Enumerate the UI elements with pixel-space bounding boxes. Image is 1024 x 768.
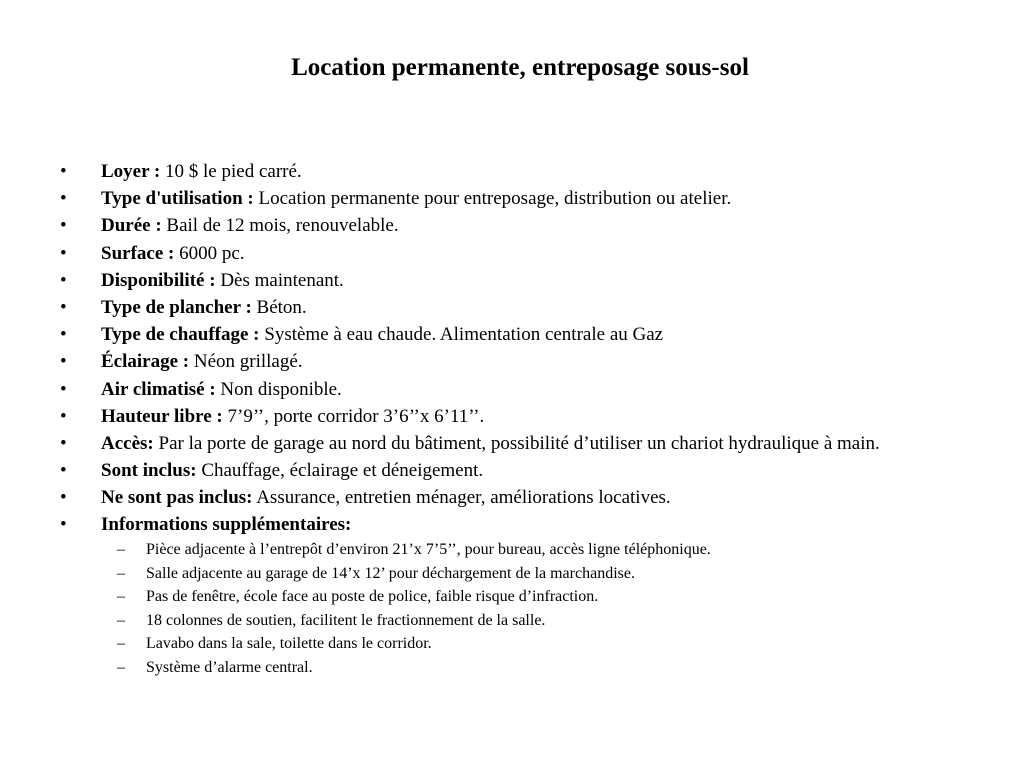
page-title: Location permanente, entreposage sous-sol [291, 54, 749, 81]
list-item-sont-inclus [0, 460, 1024, 482]
dash-marker: – [117, 588, 125, 606]
item-value: 10 $ le pied carré. [165, 161, 302, 182]
bullet-marker: • [60, 487, 67, 509]
dash-marker: – [117, 635, 125, 653]
item-label: Sont inclus: [101, 460, 197, 482]
sub-list-item [0, 540, 984, 559]
dash-marker: – [117, 564, 125, 582]
list-item-acces [0, 433, 1024, 455]
item-label: Type d'utilisation : [101, 188, 254, 210]
list-item-informations-supplementaires [0, 514, 1024, 677]
item-value: 7’9’’, porte corridor 3’6’’x 6’11’’. [227, 405, 485, 427]
extra-info-list [101, 540, 984, 677]
item-value: Par la porte de garage au nord du bâtiment, possibilité d’utiliser un chariot hydraulique à main. [158, 432, 880, 454]
bullet-marker: • [60, 161, 67, 182]
item-label: Air climatisé : [101, 378, 216, 400]
item-label: Ne sont pas inclus: [101, 487, 253, 509]
bullet-marker: • [60, 324, 67, 346]
item-value: 6000 pc. [179, 242, 245, 264]
item-label: Durée : [101, 215, 162, 237]
list-item-duree [0, 215, 1024, 237]
sub-list-item [0, 587, 984, 606]
list-item-disponibilite [0, 270, 1024, 292]
item-label: Type de chauffage : [101, 324, 260, 346]
sub-item-text: Salle adjacente au garage de 14’x 12’ pour déchargement de la marchandise. [146, 564, 635, 582]
bullet-marker: • [60, 514, 67, 536]
dash-marker: – [117, 658, 125, 676]
sub-list-item [0, 658, 984, 677]
sub-item-text: Pas de fenêtre, école face au poste de police, faible risque d’infraction. [146, 588, 599, 606]
item-label: Surface : [101, 242, 175, 264]
dash-marker: – [117, 541, 125, 559]
sub-item-text: Pièce adjacente à l’entrepôt d’environ 21’x 7’5’’, pour bureau, accès ligne téléphonique. [146, 541, 711, 559]
bullet-marker: • [60, 432, 67, 454]
details-list [0, 161, 1024, 682]
bullet-marker: • [60, 351, 67, 373]
item-value: Non disponible. [220, 378, 342, 400]
sub-item-text: Système d’alarme central. [146, 658, 313, 676]
bullet-marker: • [60, 269, 67, 291]
list-item-loyer [0, 161, 1024, 183]
list-item-type-plancher [0, 297, 1024, 319]
item-label: Éclairage : [101, 351, 190, 373]
item-value: Système à eau chaude. Alimentation centrale au Gaz [264, 324, 664, 346]
item-label: Type de plancher : [101, 296, 252, 318]
item-label: Loyer : [101, 161, 161, 182]
sub-list-item [0, 564, 984, 583]
dash-marker: – [117, 611, 125, 629]
bullet-marker: • [60, 215, 67, 237]
item-label: Accès: [101, 432, 154, 454]
item-label: Disponibilité : [101, 269, 216, 291]
item-value: Dès maintenant. [220, 269, 344, 291]
bullet-marker: • [60, 242, 67, 264]
list-item-type-utilisation [0, 188, 1024, 210]
item-value: Bail de 12 mois, renouvelable. [166, 215, 399, 237]
item-value: Location permanente pour entreposage, distribution ou atelier. [258, 188, 732, 210]
sub-list-item [0, 634, 984, 653]
item-value: Chauffage, éclairage et déneigement. [201, 460, 484, 482]
bullet-marker: • [60, 405, 67, 427]
list-item-hauteur-libre [0, 406, 1024, 428]
bullet-marker: • [60, 188, 67, 210]
list-item-ne-sont-pas-inclus [0, 487, 1024, 509]
sub-item-text: Lavabo dans la sale, toilette dans le corridor. [146, 635, 432, 653]
sub-item-text: 18 colonnes de soutien, facilitent le fractionnement de la salle. [146, 611, 546, 629]
item-value: Assurance, entretien ménager, améliorations locatives. [256, 487, 671, 509]
list-item-surface [0, 243, 1024, 265]
list-item-eclairage [0, 351, 1024, 373]
bullet-marker: • [60, 378, 67, 400]
item-value: Néon grillagé. [193, 351, 303, 373]
bullet-marker: • [60, 296, 67, 318]
item-label: Informations supplémentaires: [101, 514, 352, 536]
item-value: Béton. [256, 296, 307, 318]
item-label: Hauteur libre : [101, 405, 223, 427]
bullet-marker: • [60, 460, 67, 482]
list-item-type-chauffage [0, 324, 1024, 346]
sub-list-item [0, 611, 984, 630]
list-item-air-climatise [0, 379, 1024, 401]
